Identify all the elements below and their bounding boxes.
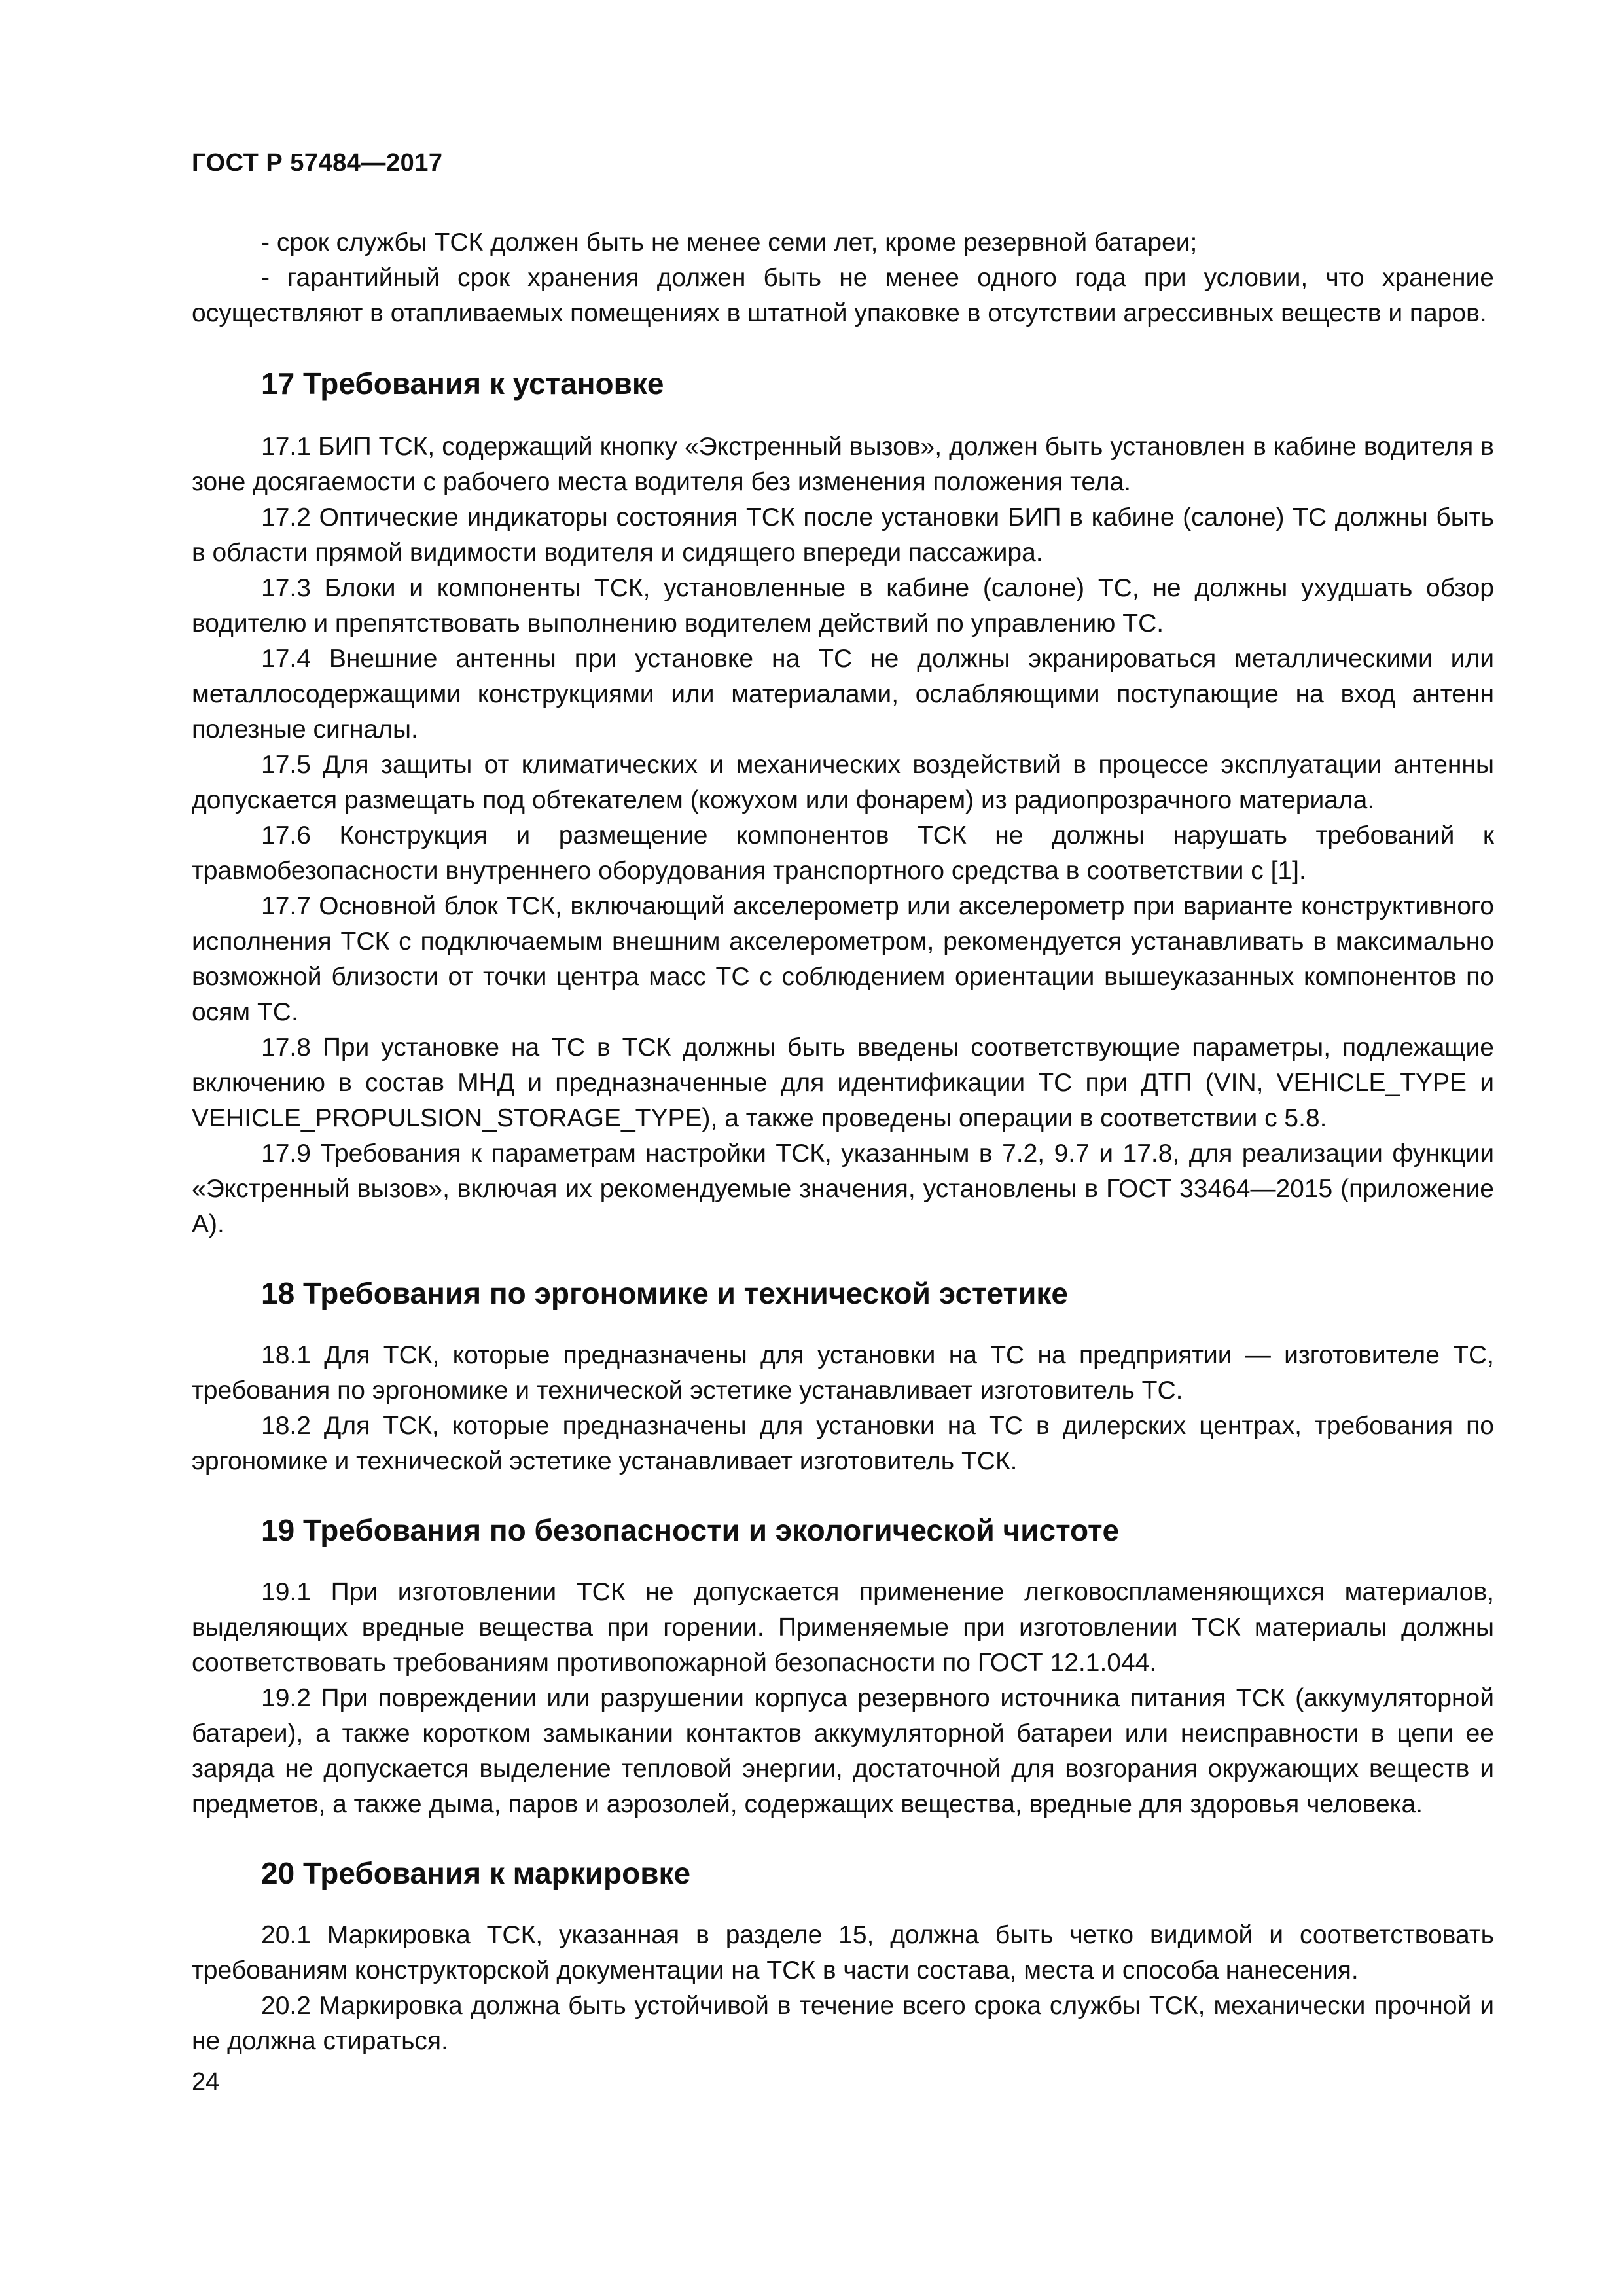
page-content (192, 225, 1494, 2059)
paragraph-17-7: 17.7 Основной блок ТСК, включающий акселерометр или акселерометр при варианте конструктивного исполнения ТСК с подключаемым внешним акселерометром, рекомендуется устанавливать в максимально возможной близости от точки центра масс ТС с соблюдением ориентации вышеуказанных компонентов по осям ТС. (192, 892, 1494, 1026)
paragraph-20-1: 20.1 Маркировка ТСК, указанная в разделе 15, должна быть четко видимой и соответствовать требованиям конструкторской документации на ТСК в части состава, места и способа нанесения. (192, 1921, 1494, 1984)
intro-paragraph: - срок службы ТСК должен быть не менее семи лет, кроме резервной батареи; (261, 228, 1198, 257)
section-title-20: 20 Требования к маркировке (261, 1856, 691, 1890)
paragraph-17-3: 17.3 Блоки и компоненты ТСК, установленные в кабине (салоне) ТС, не должны ухудшать обзор водителю и препятствовать выполнению водителем действий по управлению ТС. (192, 574, 1494, 637)
standard-header: ГОСТ Р 57484—2017 (192, 149, 443, 177)
paragraph-20-2: 20.2 Маркировка должна быть устойчивой в течение всего срока службы ТСК, механически прочной и не должна стираться. (192, 1992, 1494, 2055)
section-title-19: 19 Требования по безопасности и экологической чистоте (261, 1513, 1120, 1547)
paragraph-17-5: 17.5 Для защиты от климатических и механических воздействий в процессе эксплуатации антенны допускается размещать под обтекателем (кожухом или фонарем) из радиопрозрачного материала. (192, 751, 1494, 814)
paragraph-18-1: 18.1 Для ТСК, которые предназначены для установки на ТС на предприятии — изготовителе ТС, требования по эргономике и технической эстетике устанавливает изготовитель ТС. (192, 1341, 1494, 1405)
paragraph-17-8: 17.8 При установке на ТС в ТСК должны быть введены соответствующие параметры, подлежащие включению в состав МНД и предназначенные для идентификации ТС при ДТП (VIN, VEHICLE_TYPE и VEHICLE_PROPULSION_STORAGE_TYPE), а также проведены операции в соответствии с 5.8. (192, 1033, 1494, 1132)
intro-paragraph: - гарантийный срок хранения должен быть не менее одного года при условии, что хранение осуществляют в отапливаемых помещениях в штатной упаковке в отсутствии агрессивных веществ и паров. (192, 264, 1494, 327)
page-number: 24 (192, 2068, 220, 2096)
paragraph-19-2: 19.2 При повреждении или разрушении корпуса резервного источника питания ТСК (аккумуляторной батареи), а также коротком замыкании контактов аккумуляторной батареи или неисправности в цепи ее заряда не допускается выделение тепловой энергии, достаточной для возгорания окружающих веществ и предметов, а также дыма, паров и аэрозолей, содержащих вещества, вредные для здоровья человека. (192, 1684, 1494, 1818)
paragraph-17-9: 17.9 Требования к параметрам настройки ТСК, указанным в 7.2, 9.7 и 17.8, для реализации функции «Экстренный вызов», включая их рекомендуемые значения, установлены в ГОСТ 33464—2015 (приложение А). (192, 1139, 1494, 1238)
paragraph-17-2: 17.2 Оптические индикаторы состояния ТСК после установки БИП в кабине (салоне) ТС должны быть в области прямой видимости водителя и сидящего впереди пассажира. (192, 503, 1494, 567)
paragraph-18-2: 18.2 Для ТСК, которые предназначены для установки на ТС в дилерских центрах, требования по эргономике и технической эстетике устанавливает изготовитель ТСК. (192, 1412, 1494, 1475)
paragraph-17-1: 17.1 БИП ТСК, содержащий кнопку «Экстренный вызов», должен быть установлен в кабине водителя в зоне досягаемости с рабочего места водителя без изменения положения тела. (192, 433, 1494, 496)
paragraph-19-1: 19.1 При изготовлении ТСК не допускается применение легковоспламеняющихся материалов, выделяющих вредные вещества при горении. Применяемые при изготовлении ТСК материалы должны соответствовать требованиям противопожарной безопасности по ГОСТ 12.1.044. (192, 1578, 1494, 1677)
paragraph-17-6: 17.6 Конструкция и размещение компонентов ТСК не должны нарушать требований к травмобезопасности внутреннего оборудования транспортного средства в соответствии с [1]. (192, 821, 1494, 885)
section-title-17: 17 Требования к установке (261, 367, 664, 401)
paragraph-17-4: 17.4 Внешние антенны при установке на ТС не должны экранироваться металлическими или металлосодержащими конструкциями или материалами, ослабляющими поступающие на вход антенн полезные сигналы. (192, 645, 1494, 744)
section-title-18: 18 Требования по эргономике и технической эстетике (261, 1276, 1068, 1310)
